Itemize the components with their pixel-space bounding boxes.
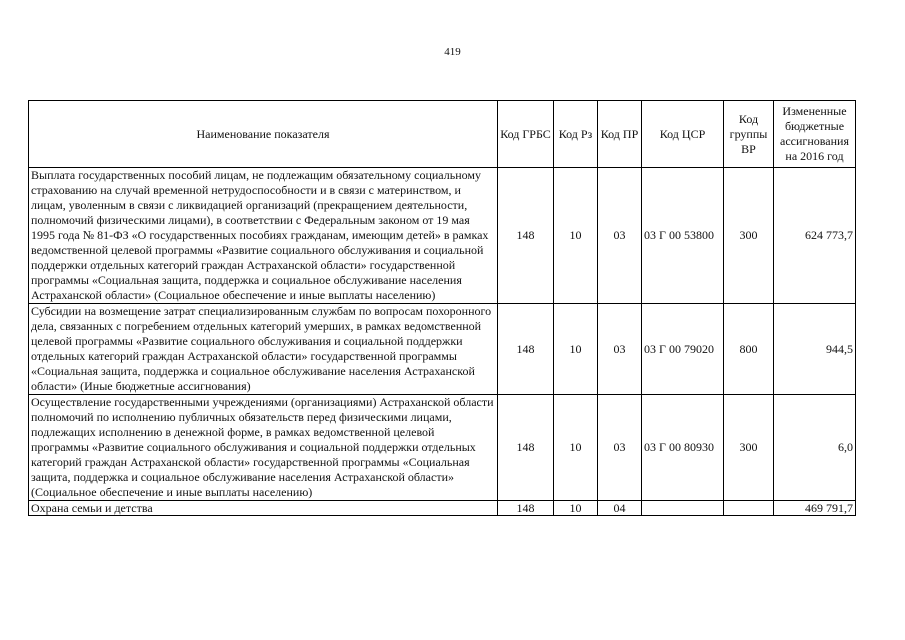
cell-vr: 800	[724, 304, 774, 395]
cell-csr: 03 Г 00 80930	[642, 395, 724, 501]
cell-csr: 03 Г 00 53800	[642, 168, 724, 304]
page-number: 419	[444, 46, 461, 58]
cell-amount: 624 773,7	[774, 168, 856, 304]
cell-rz: 10	[554, 501, 598, 516]
cell-grbs: 148	[498, 395, 554, 501]
cell-pr: 03	[598, 168, 642, 304]
cell-rz: 10	[554, 395, 598, 501]
cell-amount: 6,0	[774, 395, 856, 501]
cell-name: Охрана семьи и детства	[29, 501, 498, 516]
header-pr: Код ПР	[598, 101, 642, 168]
cell-amount: 469 791,7	[774, 501, 856, 516]
cell-grbs: 148	[498, 501, 554, 516]
cell-csr: 03 Г 00 79020	[642, 304, 724, 395]
cell-amount: 944,5	[774, 304, 856, 395]
header-csr: Код ЦСР	[642, 101, 724, 168]
cell-vr	[724, 501, 774, 516]
table-row	[29, 395, 856, 501]
cell-name: Осуществление государственными учреждениями (организациями) Астраханской области полномочий по исполнению публичных обязательств перед физическими лицами, подлежащих исполнению в денежной форме, в рамках ведомственной целевой программы «Развитие социального обслуживания и социальной поддержки отдельных категорий граждан Астраханской области» государственной программы «Социальная защита, поддержка и социальное обслуживание населения Астраханской области» (Социальное обеспечение и иные выплаты населению)	[29, 395, 498, 501]
cell-vr: 300	[724, 168, 774, 304]
table-row	[29, 304, 856, 395]
cell-grbs: 148	[498, 304, 554, 395]
cell-rz: 10	[554, 168, 598, 304]
table-row	[29, 501, 856, 516]
cell-pr: 04	[598, 501, 642, 516]
cell-grbs: 148	[498, 168, 554, 304]
header-grbs: Код ГРБС	[498, 101, 554, 168]
cell-name: Субсидии на возмещение затрат специализированным службам по вопросам похоронного дела, связанных с погребением отдельных категорий умерших, в рамках ведомственной целевой программы «Развитие социального обслуживания и социальной поддержки отдельных категорий граждан Астраханской области» государственной программы «Социальная защита, поддержка и социальное обслуживание населения Астраханской области» (Иные бюджетные ассигнования)	[29, 304, 498, 395]
cell-rz: 10	[554, 304, 598, 395]
cell-vr: 300	[724, 395, 774, 501]
cell-csr	[642, 501, 724, 516]
budget-table	[28, 100, 856, 516]
header-amount: Измененные бюджетные ассигнования на 2016 год	[774, 101, 856, 168]
header-name: Наименование показателя	[29, 101, 498, 168]
cell-pr: 03	[598, 395, 642, 501]
header-row	[29, 101, 856, 168]
header-vr: Код группы ВР	[724, 101, 774, 168]
cell-pr: 03	[598, 304, 642, 395]
cell-name: Выплата государственных пособий лицам, не подлежащим обязательному социальному страхованию на случай временной нетрудоспособности и в связи с материнством, и лицам, уволенным в связи с ликвидацией организаций (прекращением деятельности, полномочий физическими лицами), в соответствии с Федеральным законом от 19 мая 1995 года № 81-ФЗ «О государственных пособиях гражданам, имеющим детей» в рамках ведомственной целевой программы «Развитие социального обслуживания и социальной поддержки отдельных категорий граждан Астраханской области» государственной программы «Социальная защита, поддержка и социальное обслуживание населения Астраханской области» (Социальное обеспечение и иные выплаты населению)	[29, 168, 498, 304]
header-rz: Код Рз	[554, 101, 598, 168]
table-row	[29, 168, 856, 304]
